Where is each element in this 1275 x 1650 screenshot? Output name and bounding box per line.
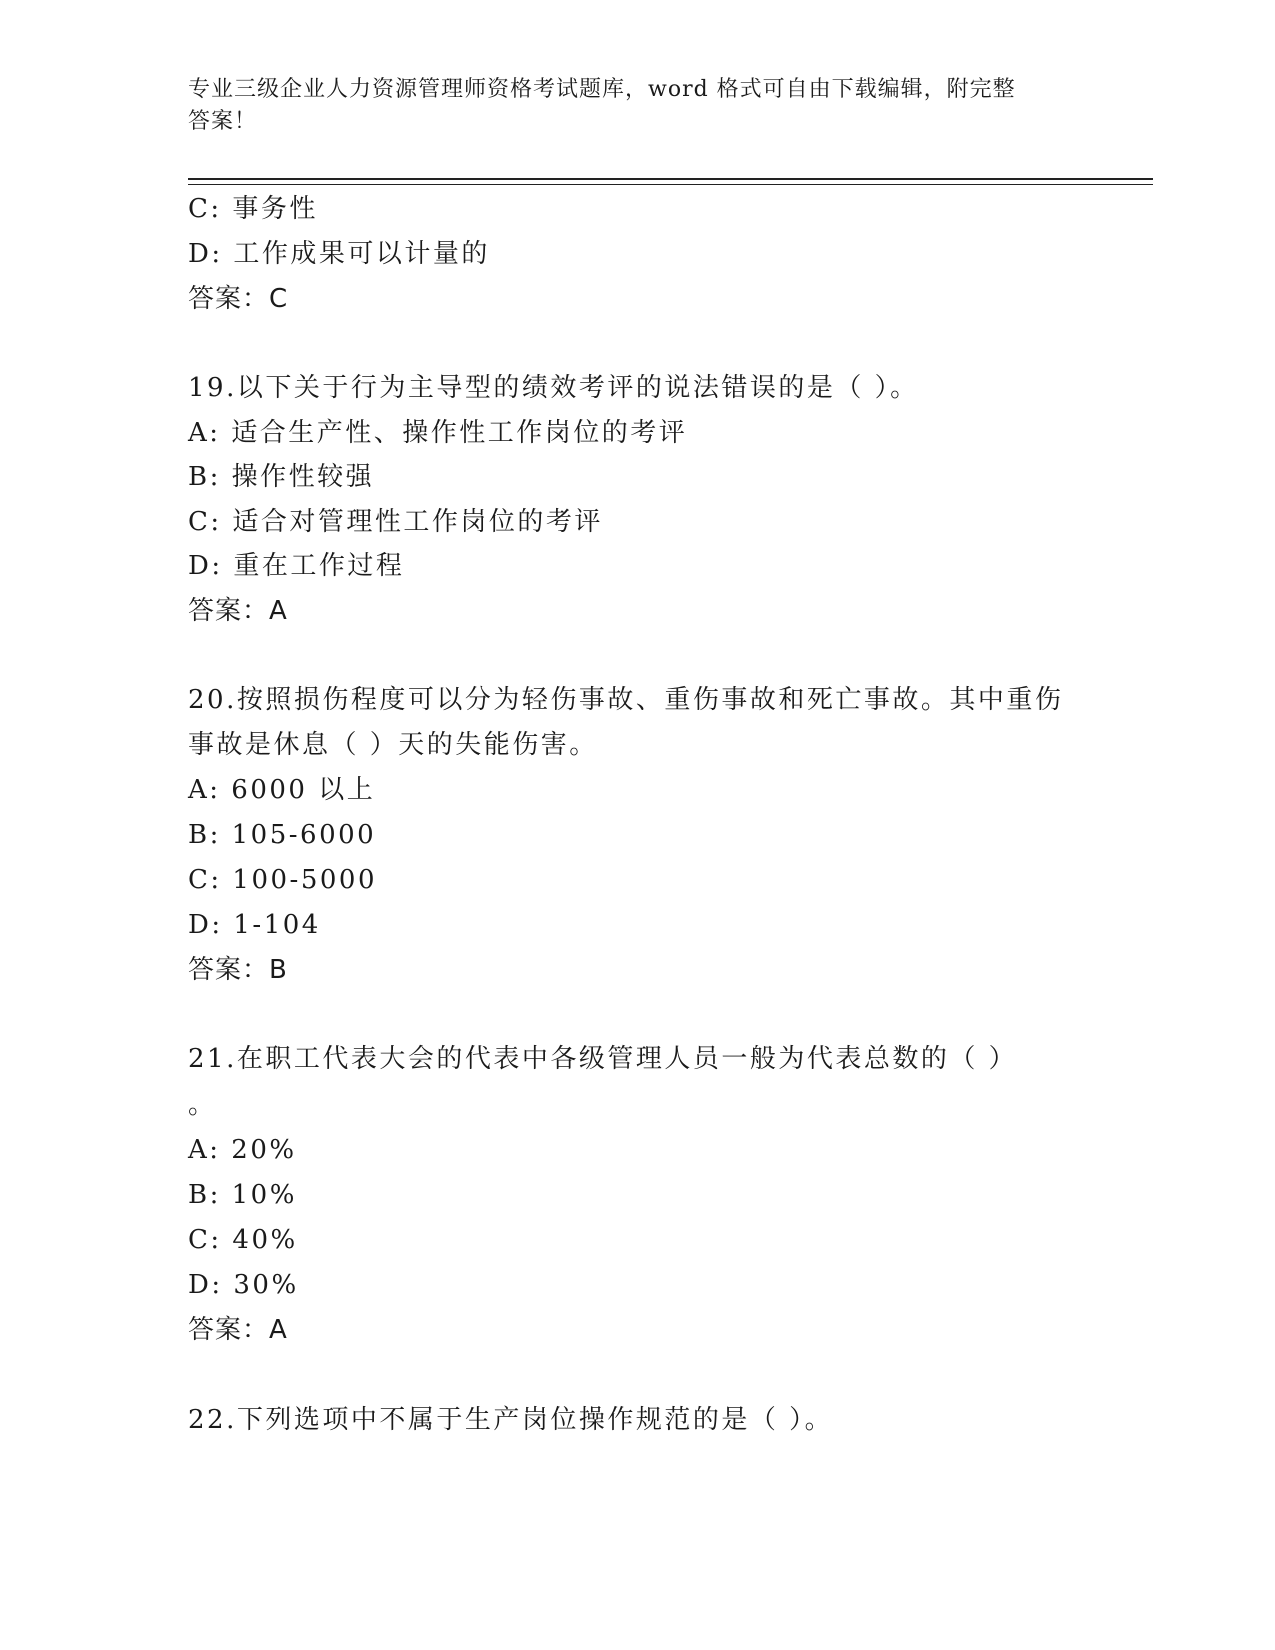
q20-option-b: B: 105-6000: [188, 820, 377, 850]
q20-option-a: A: 6000 以上: [188, 775, 376, 805]
q19-option-c: C: 适合对管理性工作岗位的考评: [188, 507, 603, 537]
header-text-line2: 答案！: [188, 109, 258, 134]
prev-answer: 答案：C: [188, 284, 289, 314]
q21-option-c: C: 40%: [188, 1225, 298, 1255]
header-text-line1: 专业三级企业人力资源管理师资格考试题库，word 格式可自由下载编辑，附完整: [188, 77, 1016, 102]
q20-answer: 答案：B: [188, 955, 288, 985]
header-divider-thick: [188, 178, 1153, 180]
q19-answer: 答案：A: [188, 596, 288, 626]
q20-question-line2: 事故是休息（ ）天的失能伤害。: [188, 730, 598, 760]
q22-question: 22.下列选项中不属于生产岗位操作规范的是（ ）。: [188, 1405, 834, 1435]
header-divider-thin: [188, 184, 1153, 185]
q19-option-a: A: 适合生产性、操作性工作岗位的考评: [188, 418, 688, 448]
q21-question-line2: 。: [188, 1090, 217, 1120]
q20-question-line1: 20.按照损伤程度可以分为轻伤事故、重伤事故和死亡事故。其中重伤: [188, 685, 1064, 715]
prev-option-d: D: 工作成果可以计量的: [188, 239, 490, 269]
q19-option-b: B: 操作性较强: [188, 462, 375, 492]
q19-question: 19.以下关于行为主导型的绩效考评的说法错误的是（ ）。: [188, 373, 919, 403]
q21-question-line1: 21.在职工代表大会的代表中各级管理人员一般为代表总数的（ ）: [188, 1044, 1018, 1074]
q20-option-d: D: 1-104: [188, 910, 321, 940]
q21-answer: 答案：A: [188, 1315, 288, 1345]
q19-option-d: D: 重在工作过程: [188, 551, 405, 581]
q21-option-a: A: 20%: [188, 1135, 297, 1165]
prev-option-c: C: 事务性: [188, 194, 318, 224]
document-header: [188, 74, 1068, 138]
q20-option-c: C: 100-5000: [188, 865, 377, 895]
q21-option-d: D: 30%: [188, 1270, 299, 1300]
q21-option-b: B: 10%: [188, 1180, 297, 1210]
